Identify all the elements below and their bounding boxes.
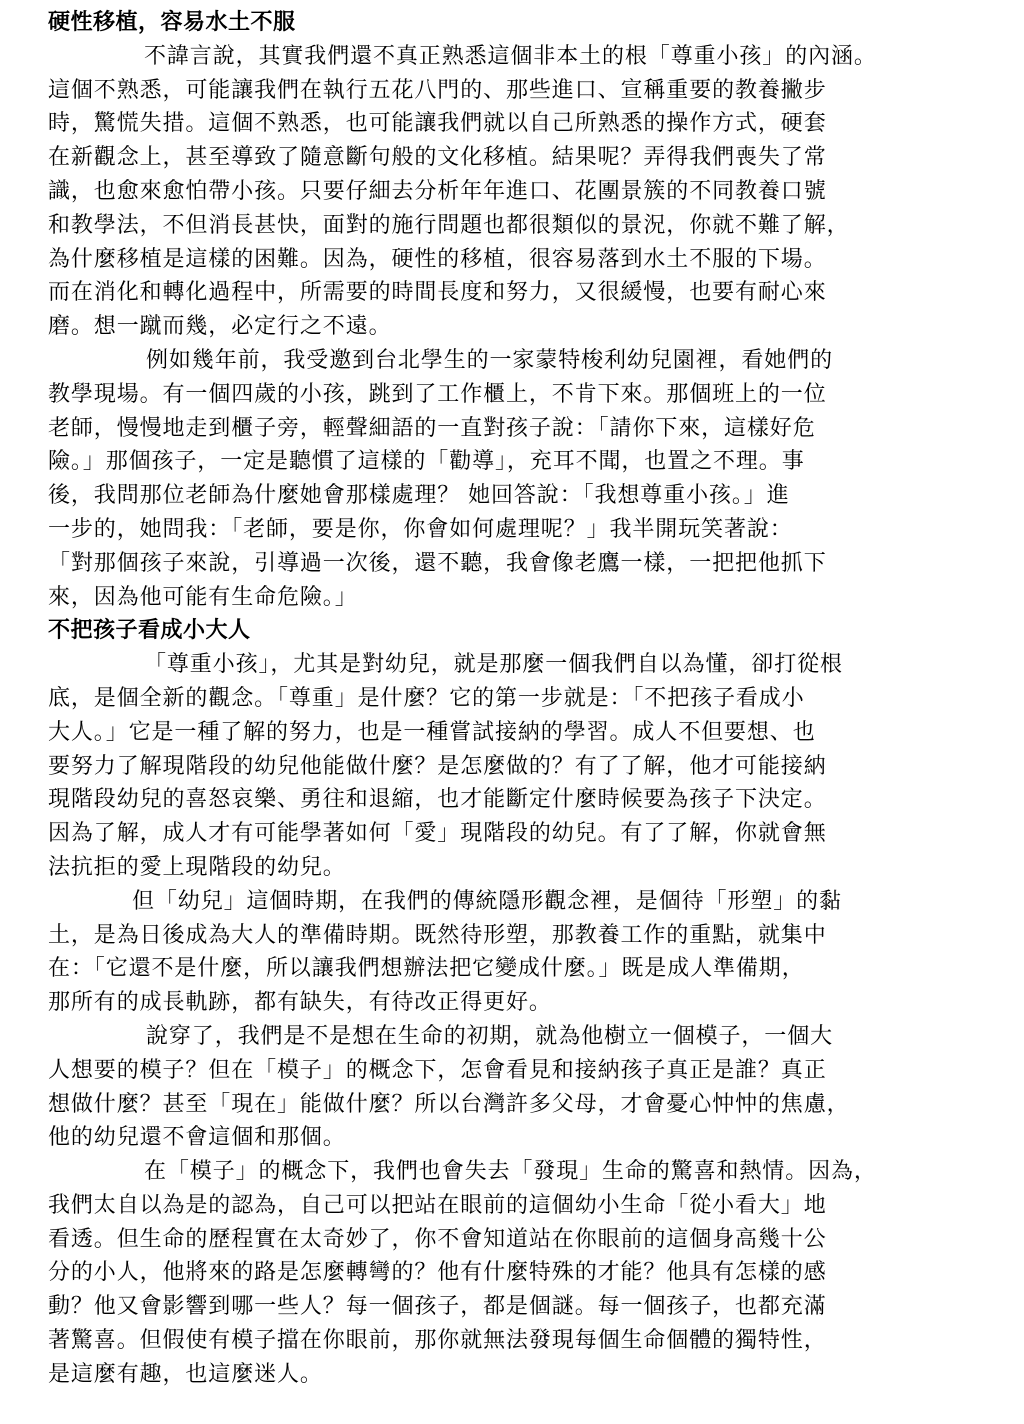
text-line: 而在消化和轉化過程中，所需要的時間長度和努力，又很緩慢，也要有耐心來 bbox=[48, 280, 827, 306]
text-line: 分的小人，他將來的路是怎麼轉彎的？他有什麼特殊的才能？他具有怎樣的感 bbox=[48, 1260, 827, 1286]
text-line: 來，因為他可能有生命危險。」 bbox=[48, 584, 358, 610]
paragraph bbox=[48, 885, 1024, 1020]
text-line: 是這麼有趣，也這麼迷人。 bbox=[48, 1361, 323, 1387]
text-line: 不諱言說，其實我們還不真正熟悉這個非本土的根「尊重小孩」的內涵。 bbox=[144, 43, 877, 69]
text-line: 在新觀念上，甚至導致了隨意斷句般的文化移植。結果呢？弄得我們喪失了常 bbox=[48, 145, 827, 171]
document-page bbox=[48, 6, 1024, 1392]
text-line: 這個不熟悉，可能讓我們在執行五花八門的、那些進口、宣稱重要的教養撇步 bbox=[48, 77, 827, 103]
text-line: 說穿了，我們是不是想在生命的初期，就為他樹立一個模子，一個大 bbox=[146, 1023, 834, 1049]
text-line: 例如幾年前，我受邀到台北學生的一家蒙特梭利幼兒園裡，看她們的 bbox=[146, 347, 834, 373]
text-line: 人想要的模子？但在「模子」的概念下，怎會看見和接納孩子真正是誰？真正 bbox=[48, 1057, 827, 1083]
text-line: 土，是為日後成為大人的準備時期。既然待形塑，那教養工作的重點，就集中 bbox=[48, 922, 827, 948]
text-line: 動？他又會影響到哪一些人？每一個孩子，都是個謎。每一個孩子，也都充滿 bbox=[48, 1294, 827, 1320]
paragraph bbox=[48, 1155, 1024, 1392]
text-line: 磨。想一蹴而幾，必定行之不遠。 bbox=[48, 314, 392, 340]
paragraph bbox=[48, 1020, 1024, 1155]
paragraph bbox=[48, 40, 1024, 344]
text-line: 那所有的成長軌跡，都有缺失，有待改正得更好。 bbox=[48, 990, 552, 1016]
text-line: 後，我問那位老師為什麼她會那樣處理？ 她回答說：「我想尊重小孩。」進 bbox=[48, 483, 790, 509]
section-heading: 硬性移植，容易水土不服 bbox=[48, 9, 296, 35]
text-line: 大人。」它是一種了解的努力，也是一種嘗試接納的學習。成人不但要想、也 bbox=[48, 719, 816, 745]
text-line: 在：「它還不是什麼，所以讓我們想辦法把它變成什麼。」既是成人準備期， bbox=[48, 956, 805, 982]
text-line: 識，也愈來愈怕帶小孩。只要仔細去分析年年進口、花團景簇的不同教養口號 bbox=[48, 178, 827, 204]
text-line: 因為了解，成人才有可能學著如何「愛」現階段的幼兒。有了了解，你就會無 bbox=[48, 821, 827, 847]
text-line: 老師，慢慢地走到櫃子旁，輕聲細語的一直對孩子說：「請你下來，這樣好危 bbox=[48, 415, 816, 441]
text-line: 一步的，她問我：「老師，要是你，你會如何處理呢？」我半開玩笑著說： bbox=[48, 516, 793, 542]
section-heading: 不把孩子看成小大人 bbox=[48, 617, 251, 644]
paragraph bbox=[48, 344, 1024, 614]
text-line: 我們太自以為是的認為，自己可以把站在眼前的這個幼小生命「從小看大」地 bbox=[48, 1192, 827, 1218]
text-line: 時，驚慌失措。這個不熟悉，也可能讓我們就以自己所熟悉的操作方式，硬套 bbox=[48, 111, 827, 137]
text-line: 他的幼兒還不會這個和那個。 bbox=[48, 1125, 346, 1151]
text-line: 「尊重小孩」，尤其是對幼兒，就是那麼一個我們自以為懂，卻打從根 bbox=[144, 652, 843, 678]
text-line: 想做什麼？甚至「現在」能做什麼？所以台灣許多父母，才會憂心忡忡的焦慮， bbox=[48, 1091, 850, 1117]
text-line: 著驚喜。但假使有模子擋在你眼前，那你就無法發現每個生命個體的獨特性， bbox=[48, 1328, 827, 1354]
text-line: 「對那個孩子來說，引導過一次後，還不聽，我會像老鷹一樣，一把把他抓下 bbox=[48, 550, 827, 576]
text-line: 和教學法，不但消長甚快，面對的施行問題也都很類似的景況，你就不難了解， bbox=[48, 212, 850, 238]
text-line: 底，是個全新的觀念。「尊重」是什麼？它的第一步就是：「不把孩子看成小 bbox=[48, 685, 805, 711]
text-line: 看透。但生命的歷程實在太奇妙了，你不會知道站在你眼前的這個身高幾十公 bbox=[48, 1226, 827, 1252]
text-line: 險。」那個孩子，一定是聽慣了這樣的「勸導」，充耳不聞，也置之不理。事 bbox=[48, 449, 805, 475]
text-line: 要努力了解現階段的幼兒他能做什麼？是怎麼做的？有了了解，他才可能接納 bbox=[48, 753, 827, 779]
paragraph bbox=[48, 648, 1024, 885]
text-line: 但「幼兒」這個時期，在我們的傳統隱形觀念裡，是個待「形塑」的黏 bbox=[132, 888, 842, 914]
text-line: 在「模子」的概念下，我們也會失去「發現」生命的驚喜和熱情。因為， bbox=[144, 1159, 877, 1185]
text-line: 教學現場。有一個四歲的小孩，跳到了工作櫃上，不肯下來。那個班上的一位 bbox=[48, 381, 827, 407]
text-line: 為什麼移植是這樣的困難。因為，硬性的移植，很容易落到水土不服的下場。 bbox=[48, 246, 827, 272]
text-line: 法抗拒的愛上現階段的幼兒。 bbox=[48, 854, 346, 880]
text-line: 現階段幼兒的喜怒哀樂、勇往和退縮，也才能斷定什麼時候要為孩子下決定。 bbox=[48, 787, 827, 813]
